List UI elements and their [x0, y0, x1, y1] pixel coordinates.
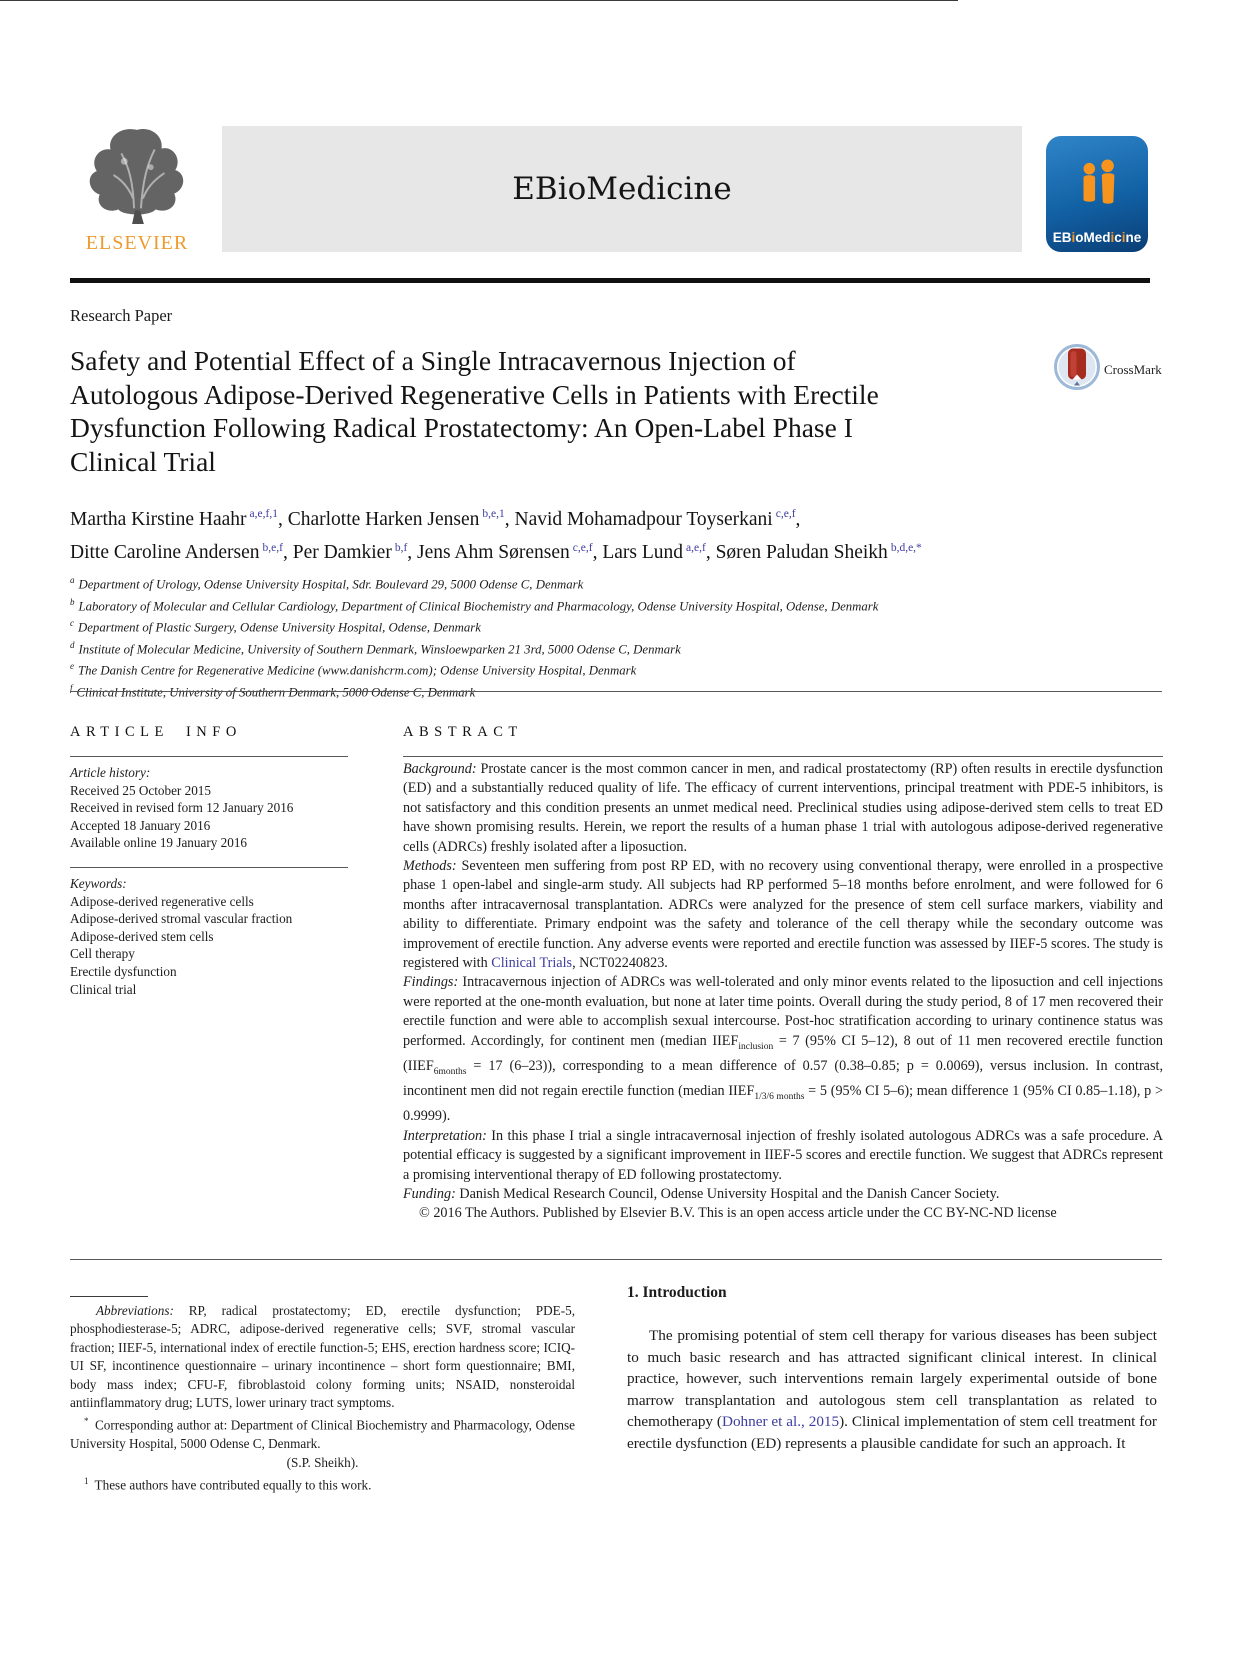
elsevier-logo [70, 124, 204, 256]
header-top-rule [0, 0, 958, 1]
abstract-funding: Funding: Danish Medical Research Council, Odense University Hospital and the Danish Cancer Society. [403, 1186, 1000, 1203]
header-divider [70, 278, 1150, 283]
title-line: Clinical Trial [70, 445, 216, 477]
journal-banner [222, 126, 1022, 252]
crossmark-icon [1054, 344, 1100, 395]
abstract-section [403, 724, 1163, 1224]
article-history-label: Article history: [70, 765, 151, 780]
history-item: Available online 19 January 2016 [70, 835, 248, 851]
history-item: Received in revised form 12 January 2016 [70, 800, 294, 816]
dohner-citation-link[interactable]: Dohner et al., 2015 [721, 1413, 840, 1431]
author: Jens Ahm Sørensen $^{c,e,f}$, [417, 541, 603, 563]
ebiomedicine-logo-wordmark: EBioMedicine [1052, 230, 1142, 245]
author-affil-marks: b,f [394, 541, 408, 554]
history-item: Accepted 18 January 2016 [70, 817, 211, 833]
author: Navid Mohamadpour Toyserkani $^{c,e,f}$, [514, 508, 801, 530]
abstract-interpretation: Interpretation: In this phase I trial a single intracavernosal injection of freshly isolated autologous ADRCs was a safe procedure. A potential efficacy is suggested by a significant improvement in IIEF-5 scores and erectile function. We suggest that ADRCs represent a promising interventional therapy of ED following prostatectomy. [403, 1127, 1163, 1183]
keyword: Clinical trial [70, 981, 137, 997]
abstract-methods: Methods: Seventeen men suffering from post RP ED, with no recovery using conventional therapy, were enrolled in a prospective phase 1 open-label and single-arm study. All subjects had RP performed 5–18 months before enrolment, and were followed for 6 months after intracavernosal transplantation. ADRCs were analyzed for the presence of stem cell surface markers, viability and ability to differentiate. Primary endpoint was the safety and tolerance of the cell therapy while the secondary outcome was improvement of erectile function. Any adverse events were reported and erectile function was assessed by IIEF-5 scores. The study is registered with Clinical Trials, NCT02240823. [403, 858, 1163, 972]
author-affil-marks: c,e,f [572, 541, 593, 554]
keywords-rule [70, 867, 348, 868]
keyword: Cell therapy [70, 946, 135, 962]
affiliation: $^b$ Laboratory of Molecular and Cellular Cardiology, Department of Clinical Biochemistry and Pharmacology, Odense University Hospital, Odense, Denmark [70, 596, 879, 613]
author-affil-marks: a,e,f [686, 541, 706, 554]
affiliation: $^f$ Clinical Institute, University of Southern Denmark, 5000 Odense C, Denmark [70, 682, 476, 700]
author-affil-marks: a,e,f,1 [249, 508, 278, 520]
author-line [70, 500, 922, 534]
corresponding-author-name: (S.P. Sheikh). [286, 1454, 359, 1470]
clinical-trials-link[interactable]: Clinical Trials [491, 955, 573, 972]
author: Martha Kirstine Haahr $^{a,e,f,1}$, [70, 508, 288, 530]
article-info-heading: ARTICLE INFO [70, 724, 242, 740]
affiliation: $^c$ Department of Plastic Surgery, Odense University Hospital, Odense, Denmark [70, 618, 481, 635]
abstract-findings: Findings: Intracavernous injection of ADRCs was well-tolerated and only minor events related to the liposuction and cell injections were reported at the one-month evaluation, but none at later time points. Overall during the study period, 8 of 17 men recovered their erectile function and were able to accomplish sexual intercourse. Post-hoc stratification according to urinary continence status was performed. Accordingly, for continent men (median $IIEF_{inclusion} = 7$ (95% CI 5–12), 8 out of 11 men recovered erectile function ($IIEF_{6months} = 17$ (6–23)), corresponding to a mean difference of 0.57 (0.38–0.85; p = 0.0069), versus inclusion. In contrast, incontinent men did not regain erectile function (median $IIEF_{1/3/6 months} = 5$ (95% CI 5–6); mean difference 1 (95% CI 0.85–1.18), p > 0.9999). [403, 974, 1163, 1125]
keyword: Adipose-derived stem cells [70, 928, 214, 944]
author-list [70, 500, 922, 567]
elsevier-tree-icon [78, 213, 196, 230]
ebiomedicine-logo [1046, 136, 1148, 252]
introduction-paragraph: The promising potential of stem cell therapy for various diseases has been subject to much basic research and has attracted significant clinical interest. In clinical practice, however, such interventions remain largely experimental outside of bone marrow transplantation and autologous stem cell transplantation as related to chemotherapy (Dohner et al., 2015). Clinical implementation of stem cell treatment for erectile dysfunction (ED) represents a plausible candidate for such an approach. It [627, 1327, 1157, 1452]
author-affil-marks: b,e,f [262, 541, 283, 554]
author-affil-marks: c,e,f [775, 508, 796, 520]
abbreviations-note: Abbreviations: RP, radical prostatectomy; ED, erectile dysfunction; PDE-5, phosphodiesterase-5; ADRC, adipose-derived regenerative cells; SVF, stromal vascular fraction; IIEF-5, international index of erectile function-5; EHS, erection hardness score; ICIQ-UI SF, incontinence questionnaire – urinary incontinence – short form questionnaire; BMI, body mass index; CFU-F, fibroblastoid colony forming units; NSAID, nonsteroidal antiinflammatory drug; LUTS, lower urinary tract symptoms. [70, 1303, 575, 1411]
footer-divider [70, 1259, 1162, 1260]
keywords-label: Keywords: [70, 875, 127, 891]
author: Charlotte Harken Jensen $^{b,e,1}$, [287, 508, 515, 530]
crossmark-label: CrossMark [1104, 361, 1162, 377]
title-line: Dysfunction Following Radical Prostatectomy: An Open-Label Phase I [70, 412, 853, 443]
author: Per Damkier $^{b,f}$, [292, 541, 418, 563]
footnote-rule [70, 1296, 148, 1297]
abstract-body [403, 760, 1163, 1224]
equal-contribution-note: $^1$ These authors have contributed equally to this work. [84, 1476, 372, 1493]
copyright-line: © 2016 The Authors. Published by Elsevier B.V. This is an open access article under the CC BY-NC-ND license [419, 1205, 1057, 1222]
affiliation: $^a$ Department of Urology, Odense University Hospital, Sdr. Boulevard 29, 5000 Odense C, Denmark [70, 575, 584, 592]
abstract-rule [403, 756, 1163, 757]
title-line: Safety and Potential Effect of a Single Intracavernous Injection of [70, 345, 796, 376]
corresponding-author-note: * Corresponding author at: Department of Clinical Biochemistry and Pharmacology, Odense University Hospital, 5000 Odense C, Denmark. [70, 1416, 575, 1452]
author: Ditte Caroline Andersen $^{b,e,f}$, [70, 541, 293, 563]
keyword: Erectile dysfunction [70, 963, 177, 979]
author: Søren Paludan Sheikh $^{b,d,e,*}$ [715, 541, 922, 563]
footnotes-section [70, 1296, 575, 1495]
author-affil-marks: b,d,e,* [890, 541, 922, 554]
section-divider [70, 691, 1162, 692]
history-item: Received 25 October 2015 [70, 782, 211, 798]
article-title [70, 344, 879, 478]
article-type-label: Research Paper [70, 306, 173, 325]
abstract-background: Background: Prostate cancer is the most common cancer in men, and radical prostatectomy (RP) often results in erectile dysfunction (ED) and a substantially reduced quality of life. The efficacy of current interventions, principal treatment with PDE-5 inhibitors, is not satisfactory and this condition presents an unmet medical need. Preclinical studies using adipose-derived stem cells to treat ED have shown promising results. Herein, we report the results of a human phase 1 trial with autologous adipose-derived regenerative cells (ADRCs) freshly isolated after a liposuction. [403, 761, 1163, 855]
abstract-heading: ABSTRACT [403, 724, 523, 740]
introduction-heading: 1. Introduction [627, 1284, 727, 1301]
elsevier-wordmark: ELSEVIER [85, 232, 189, 254]
author-affil-marks: b,e,1 [482, 508, 505, 520]
article-info-section [70, 724, 348, 998]
ebiomedicine-figures-icon [1070, 159, 1124, 220]
keyword: Adipose-derived stromal vascular fraction [70, 911, 293, 927]
affiliation: $^d$ Institute of Molecular Medicine, University of Southern Denmark, Winsloewparken 21 3rd, 5000 Odense C, Denmark [70, 639, 681, 656]
introduction-section [627, 1284, 1157, 1455]
article-info-rule [70, 756, 348, 757]
keyword: Adipose-derived regenerative cells [70, 893, 254, 909]
affiliation-list [70, 572, 878, 701]
author-line [70, 534, 922, 568]
affiliation: $^e$ The Danish Centre for Regenerative Medicine (www.danishcrm.com); Odense University Hospital, Denmark [70, 661, 637, 678]
journal-name: EBioMedicine [512, 171, 732, 207]
crossmark-badge[interactable] [1054, 344, 1162, 395]
author: Lars Lund $^{a,e,f}$, [602, 541, 716, 563]
title-line: Autologous Adipose-Derived Regenerative Cells in Patients with Erectile [70, 378, 879, 410]
